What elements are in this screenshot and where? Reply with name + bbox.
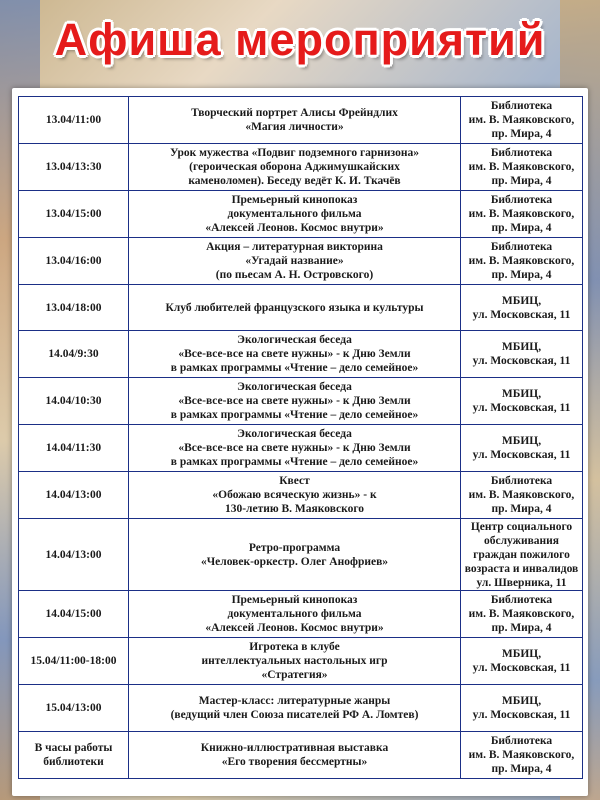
event-title-line: Игротека в клубе	[249, 641, 340, 653]
event-date: 15.04/13:00	[19, 685, 129, 732]
event-place-line: ул. Московская, 11	[472, 662, 571, 674]
event-row	[19, 425, 583, 472]
event-title-line: каменоломен). Беседу ведёт К. И. Ткачёв	[188, 175, 401, 187]
event-title	[129, 472, 461, 519]
event-title-line: «Обожаю всяческую жизнь» - к	[212, 489, 377, 501]
event-row	[19, 191, 583, 238]
event-title-line: документального фильма	[227, 608, 362, 620]
event-place-line: Библиотека	[490, 100, 553, 112]
event-row	[19, 638, 583, 685]
event-place-line: Библиотека	[490, 147, 553, 159]
event-place	[461, 732, 583, 779]
event-row	[19, 97, 583, 144]
event-place-line: возраста и инвалидов	[464, 562, 579, 575]
event-title-line: «Алексей Леонов. Космос внутри»	[205, 622, 384, 634]
event-place-line: МБИЦ,	[501, 388, 542, 400]
event-row	[19, 591, 583, 638]
event-date: 13.04/15:00	[19, 191, 129, 238]
event-title	[129, 238, 461, 285]
event-place-line: пр. Мира, 4	[491, 269, 552, 281]
event-title-line: (по пьесам А. Н. Островского)	[215, 269, 374, 281]
event-place-line: Библиотека	[490, 241, 553, 253]
event-row	[19, 472, 583, 519]
event-date: 14.04/9:30	[19, 331, 129, 378]
event-title	[129, 144, 461, 191]
event-date: 15.04/11:00-18:00	[19, 638, 129, 685]
event-title-line: «Угадай название»	[245, 255, 344, 267]
event-date: 14.04/15:00	[19, 591, 129, 638]
event-title-line: Книжно-иллюстративная выставка	[200, 742, 389, 754]
event-title-line: Мастер-класс: литературные жанры	[198, 695, 391, 707]
event-date: В часы работы библиотеки	[19, 732, 129, 779]
event-title	[129, 285, 461, 331]
event-place-line: ул. Московская, 11	[472, 709, 571, 721]
event-row	[19, 238, 583, 285]
event-title	[129, 378, 461, 425]
event-place	[461, 472, 583, 519]
event-title	[129, 425, 461, 472]
event-title-line: «Стратегия»	[261, 669, 328, 681]
event-title-line: (героическая оборона Аджимушкайских	[189, 161, 400, 173]
event-place	[461, 191, 583, 238]
event-title-line: Квест	[279, 475, 310, 487]
event-title	[129, 685, 461, 732]
page-title: Афиша мероприятий	[54, 14, 546, 65]
event-title	[129, 732, 461, 779]
event-row	[19, 331, 583, 378]
event-title-line: Премьерный кинопоказ	[231, 194, 358, 206]
event-place	[461, 425, 583, 472]
event-title	[129, 97, 461, 144]
event-title-line: Творческий портрет Алисы Фрейндлих	[191, 107, 398, 119]
events-table	[18, 96, 583, 779]
event-place-line: Библиотека	[490, 735, 553, 747]
event-place-line: Библиотека	[490, 594, 553, 606]
event-place-line: ул. Московская, 11	[472, 402, 571, 414]
event-place-line: Центр социального	[470, 520, 573, 533]
event-row	[19, 285, 583, 331]
event-row	[19, 144, 583, 191]
event-date: 14.04/10:30	[19, 378, 129, 425]
event-title-line: «Магия личности»	[245, 121, 344, 133]
event-title-line: «Человек-оркестр. Олег Анофриев»	[200, 555, 389, 568]
event-place-line: им. В. Маяковского,	[468, 608, 575, 620]
event-place-line: ул. Московская, 11	[472, 308, 571, 321]
event-title	[129, 591, 461, 638]
event-title-line: Экологическая беседа	[237, 334, 352, 346]
event-title-line: в рамках программы «Чтение – дело семейное»	[170, 409, 419, 421]
event-place	[461, 591, 583, 638]
event-place-line: им. В. Маяковского,	[468, 114, 575, 126]
event-place-line: пр. Мира, 4	[491, 622, 552, 634]
event-title	[129, 191, 461, 238]
event-row	[19, 732, 583, 779]
event-place-line: Библиотека	[490, 194, 553, 206]
event-date: 13.04/11:00	[19, 97, 129, 144]
event-place-line: ул. Московская, 11	[472, 449, 571, 461]
event-title-line: в рамках программы «Чтение – дело семейное»	[170, 456, 419, 468]
event-title-line: «Все-все-все на свете нужны» - к Дню Земли	[178, 348, 411, 360]
event-title	[129, 331, 461, 378]
event-title-line: Премьерный кинопоказ	[231, 594, 358, 606]
event-date: 13.04/13:30	[19, 144, 129, 191]
event-row	[19, 519, 583, 591]
event-date: 14.04/13:00	[19, 472, 129, 519]
event-title-line: Акция – литературная викторина	[206, 241, 383, 253]
event-place-line: пр. Мира, 4	[491, 222, 552, 234]
event-place-line: пр. Мира, 4	[491, 503, 552, 515]
event-place	[461, 638, 583, 685]
event-title	[129, 519, 461, 591]
event-title-line: (ведущий член Союза писателей РФ А. Ломтев)	[170, 709, 419, 721]
event-place-line: ул. Шверника, 11	[476, 576, 567, 589]
event-place	[461, 378, 583, 425]
event-place-line: МБИЦ,	[501, 435, 542, 447]
event-title-line: 130-летию В. Маяковского	[224, 503, 365, 515]
event-title-line: документального фильма	[227, 208, 362, 220]
event-date: 13.04/16:00	[19, 238, 129, 285]
event-place-line: им. В. Маяковского,	[468, 208, 575, 220]
event-title-line: «Алексей Леонов. Космос внутри»	[205, 222, 384, 234]
event-title-line: Урок мужества «Подвиг подземного гарнизона»	[169, 147, 419, 159]
event-place	[461, 285, 583, 331]
event-place-line: ул. Московская, 11	[472, 355, 571, 367]
event-place-line: Библиотека	[490, 475, 553, 487]
event-place-line: им. В. Маяковского,	[468, 749, 575, 761]
event-date: 13.04/18:00	[19, 285, 129, 331]
event-title-line: Экологическая беседа	[237, 381, 352, 393]
event-place-line: МБИЦ,	[501, 341, 542, 353]
event-date: 14.04/11:30	[19, 425, 129, 472]
event-place-line: пр. Мира, 4	[491, 175, 552, 187]
event-title-line: «Все-все-все на свете нужны» - к Дню Земли	[178, 395, 411, 407]
event-place-line: обслуживания	[483, 534, 560, 547]
event-place	[461, 144, 583, 191]
event-place	[461, 519, 583, 591]
event-title-line: Ретро-программа	[248, 541, 341, 554]
event-place	[461, 685, 583, 732]
event-date: 14.04/13:00	[19, 519, 129, 591]
event-place	[461, 97, 583, 144]
event-place-line: МБИЦ,	[501, 695, 542, 707]
event-place-line: им. В. Маяковского,	[468, 489, 575, 501]
event-title-line: «Его творения бессмертны»	[221, 756, 368, 768]
event-place-line: граждан пожилого	[473, 548, 570, 561]
event-row	[19, 685, 583, 732]
event-place-line: МБИЦ,	[501, 294, 542, 307]
event-place	[461, 331, 583, 378]
event-place	[461, 238, 583, 285]
event-row	[19, 378, 583, 425]
event-title-line: Экологическая беседа	[237, 428, 352, 440]
event-title-line: интеллектуальных настольных игр	[201, 655, 388, 667]
event-title-line: Клуб любителей французского языка и культуры	[165, 301, 424, 314]
event-place-line: МБИЦ,	[501, 648, 542, 660]
event-title-line: «Все-все-все на свете нужны» - к Дню Земли	[178, 442, 411, 454]
event-title	[129, 638, 461, 685]
event-place-line: им. В. Маяковского,	[468, 255, 575, 267]
event-place-line: пр. Мира, 4	[491, 763, 552, 775]
event-place-line: им. В. Маяковского,	[468, 161, 575, 173]
event-title-line: в рамках программы «Чтение – дело семейное»	[170, 362, 419, 374]
event-place-line: пр. Мира, 4	[491, 128, 552, 140]
